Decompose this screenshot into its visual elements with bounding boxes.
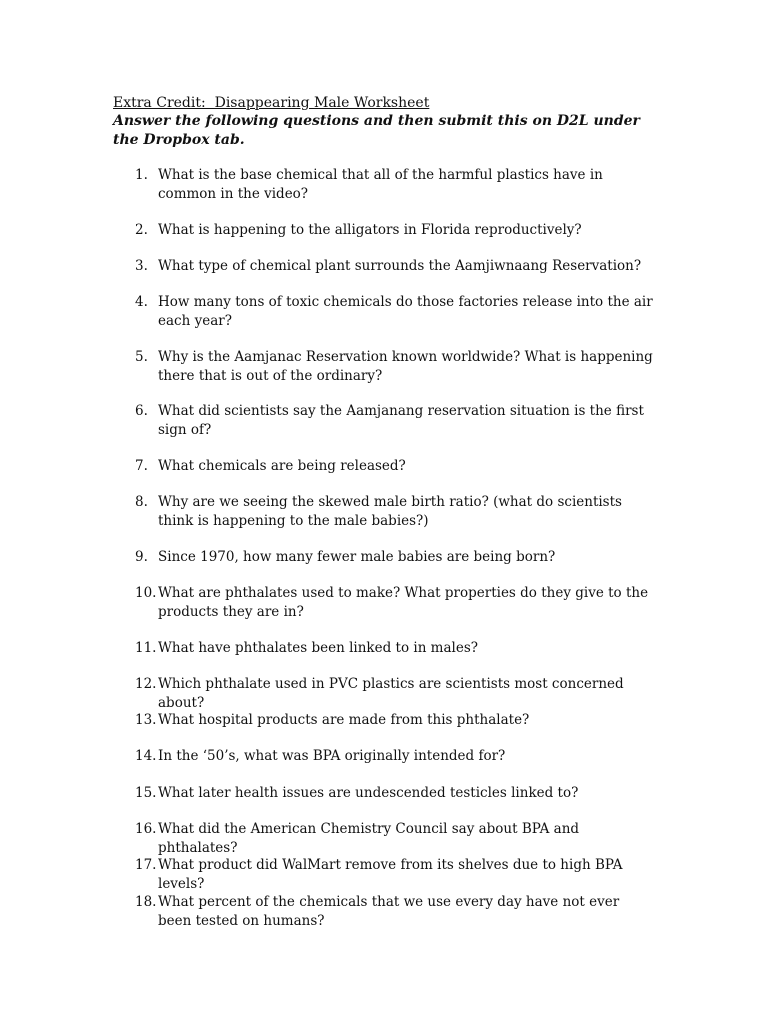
question-item: [135, 639, 655, 658]
question-text: What have phthalates been linked to in males?: [158, 640, 478, 656]
question-number: 11.: [135, 640, 157, 656]
question-text: What hospital products are made from this phthalate?: [158, 712, 530, 728]
question-item: [135, 493, 655, 530]
question-item: [135, 348, 655, 385]
question-item: [135, 457, 655, 476]
question-number: 14.: [135, 748, 157, 764]
worksheet-title: Extra Credit: Disappearing Male Worksheet: [113, 95, 430, 111]
question-text: What later health issues are undescended testicles linked to?: [158, 785, 579, 801]
question-text: What product did WalMart remove from its shelves due to high BPA levels?: [158, 857, 623, 892]
question-text: Why is the Aamjanac Reservation known worldwide? What is happening there that is out of the ordinary?: [158, 349, 653, 384]
question-item: [135, 584, 655, 621]
question-number: 6.: [135, 403, 148, 419]
question-text: What is the base chemical that all of the harmful plastics have in common in the video?: [158, 167, 603, 202]
question-number: 7.: [135, 458, 148, 474]
question-number: 9.: [135, 549, 148, 565]
question-item: [135, 293, 655, 330]
question-item: [135, 784, 655, 803]
question-number: 3.: [135, 258, 148, 274]
question-item: [135, 856, 655, 893]
question-number: 17.: [135, 857, 157, 873]
question-text: Why are we seeing the skewed male birth ratio? (what do scientists think is happening to the male babies?): [158, 494, 622, 529]
question-number: 8.: [135, 494, 148, 510]
question-number: 15.: [135, 785, 157, 801]
question-number: 12.: [135, 676, 157, 692]
question-item: [135, 820, 655, 857]
question-item: [135, 711, 655, 730]
question-item: [135, 747, 655, 766]
question-text: Which phthalate used in PVC plastics are scientists most concerned about?: [158, 676, 624, 711]
question-item: [135, 675, 655, 712]
question-number: 4.: [135, 294, 148, 310]
question-number: 1.: [135, 167, 148, 183]
question-number: 16.: [135, 821, 157, 837]
question-text: How many tons of toxic chemicals do those factories release into the air each year?: [158, 294, 653, 329]
question-item: [135, 402, 655, 439]
question-text: In the ‘50’s, what was BPA originally intended for?: [158, 748, 506, 764]
worksheet-instructions: Answer the following questions and then submit this on D2L under the Dropbox tab.: [113, 113, 640, 148]
question-item: [135, 166, 655, 203]
question-text: What chemicals are being released?: [158, 458, 406, 474]
question-item: [135, 257, 655, 276]
question-item: [135, 893, 655, 930]
question-text: What are phthalates used to make? What properties do they give to the products they are in?: [158, 585, 649, 620]
question-item: [135, 221, 655, 240]
question-text: What type of chemical plant surrounds the Aamjiwnaang Reservation?: [158, 258, 642, 274]
question-number: 18.: [135, 894, 157, 910]
question-text: What did the American Chemistry Council say about BPA and phthalates?: [158, 821, 580, 856]
question-text: What is happening to the alligators in Florida reproductively?: [158, 222, 582, 238]
question-text: Since 1970, how many fewer male babies are being born?: [158, 549, 556, 565]
question-number: 2.: [135, 222, 148, 238]
question-number: 13.: [135, 712, 157, 728]
question-number: 10.: [135, 585, 157, 601]
question-text: What percent of the chemicals that we use every day have not ever been tested on humans?: [158, 894, 620, 929]
question-item: [135, 548, 655, 567]
question-number: 5.: [135, 349, 148, 365]
question-text: What did scientists say the Aamjanang reservation situation is the first sign of?: [158, 403, 644, 438]
